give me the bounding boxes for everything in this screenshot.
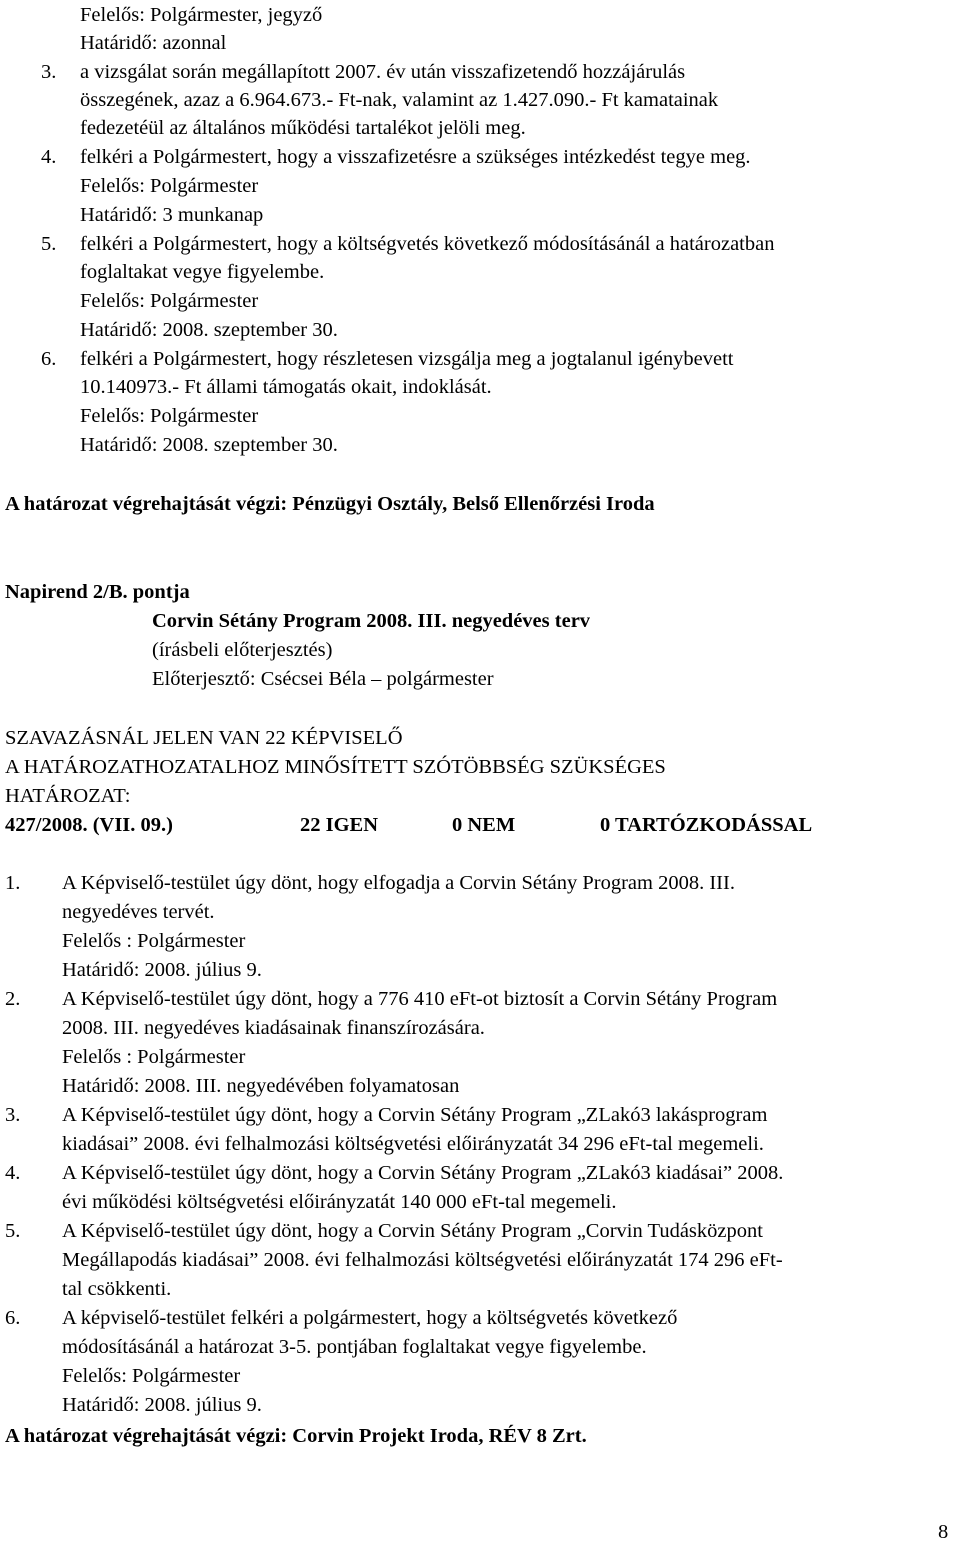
item-text: foglaltakat vegye figyelembe. xyxy=(80,261,325,283)
vote-present: SZAVAZÁSNÁL JELEN VAN 22 KÉPVISELŐ xyxy=(5,727,403,749)
resolution-item-text: A képviselő-testület felkéri a polgármestert, hogy a költségvetés következő xyxy=(62,1307,678,1329)
deadline-line: Határidő: 2008. július 9. xyxy=(62,959,262,981)
resolution-label: HATÁROZAT: xyxy=(5,785,131,807)
responsible-line: Felelős: Polgármester xyxy=(80,405,259,427)
resolution-item-text: A Képviselő-testület úgy dönt, hogy a Corvin Sétány Program „Corvin Tudásközpont xyxy=(62,1220,763,1242)
item-text: fedezetéül az általános működési tartalékot jelöli meg. xyxy=(80,117,526,139)
item-number: 4. xyxy=(41,146,57,168)
deadline-line: Határidő: azonnal xyxy=(80,32,227,54)
resolution-item-text: tal csökkenti. xyxy=(62,1278,172,1300)
item-number: 5. xyxy=(41,233,57,255)
item-number: 3. xyxy=(41,61,57,83)
resolution-item-number: 1. xyxy=(5,872,21,894)
responsible-line: Felelős: Polgármester, jegyző xyxy=(80,4,323,26)
executor-line: A határozat végrehajtását végzi: Pénzügyi Osztály, Belső Ellenőrzési Iroda xyxy=(5,493,655,515)
resolution-item-number: 6. xyxy=(5,1307,21,1329)
resolution-item-text: A Képviselő-testület úgy dönt, hogy a Corvin Sétány Program „ZLakó3 lakásprogram xyxy=(62,1104,768,1126)
deadline-line: Határidő: 2008. szeptember 30. xyxy=(80,319,338,341)
resolution-item-text: A Képviselő-testület úgy dönt, hogy elfogadja a Corvin Sétány Program 2008. III. xyxy=(62,872,735,894)
executor-line: A határozat végrehajtását végzi: Corvin Projekt Iroda, RÉV 8 Zrt. xyxy=(5,1425,587,1447)
item-text: felkéri a Polgármestert, hogy a visszafizetésre a szükséges intézkedést tegye meg. xyxy=(80,146,751,168)
item-text: 10.140973.- Ft állami támogatás okait, indoklását. xyxy=(80,376,492,398)
vote-yes: 22 IGEN xyxy=(300,814,379,836)
vote-majority: A HATÁROZATHOZATALHOZ MINŐSÍTETT SZÓTÖBBSÉG SZÜKSÉGES xyxy=(5,756,666,778)
deadline-line: Határidő: 2008. III. negyedévében folyamatosan xyxy=(62,1075,460,1097)
agenda-subtitle: (írásbeli előterjesztés) xyxy=(152,639,333,661)
resolution-item-number: 4. xyxy=(5,1162,21,1184)
resolution-item-text: módosításánál a határozat 3-5. pontjában foglaltakat vegye figyelembe. xyxy=(62,1336,647,1358)
vote-no: 0 NEM xyxy=(452,814,516,836)
agenda-presenter: Előterjesztő: Csécsei Béla – polgármester xyxy=(152,668,494,690)
resolution-item-text: A Képviselő-testület úgy dönt, hogy a 776 410 eFt-ot biztosít a Corvin Sétány Program xyxy=(62,988,778,1010)
responsible-line: Felelős: Polgármester xyxy=(80,290,259,312)
item-text: felkéri a Polgármestert, hogy a költségvetés következő módosításánál a határozatban xyxy=(80,233,775,255)
resolution-item-text: A Képviselő-testület úgy dönt, hogy a Corvin Sétány Program „ZLakó3 kiadásai” 2008. xyxy=(62,1162,784,1184)
vote-abstain: 0 TARTÓZKODÁSSAL xyxy=(600,814,813,836)
deadline-line: Határidő: 3 munkanap xyxy=(80,204,264,226)
resolution-item-number: 2. xyxy=(5,988,21,1010)
item-number: 6. xyxy=(41,348,57,370)
agenda-point: Napirend 2/B. pontja xyxy=(5,581,190,603)
resolution-item-number: 3. xyxy=(5,1104,21,1126)
resolution-item-text: évi működési költségvetési előirányzatát 140 000 eFt-tal megemeli. xyxy=(62,1191,617,1213)
item-text: felkéri a Polgármestert, hogy részletesen vizsgálja meg a jogtalanul igénybevett xyxy=(80,348,734,370)
resolution-item-text: kiadásai” 2008. évi felhalmozási költségvetési előirányzatát 34 296 eFt-tal megemeli. xyxy=(62,1133,764,1155)
item-text: a vizsgálat során megállapított 2007. év után visszafizetendő hozzájárulás xyxy=(80,61,686,83)
deadline-line: Határidő: 2008. szeptember 30. xyxy=(80,434,338,456)
deadline-line: Határidő: 2008. július 9. xyxy=(62,1394,262,1416)
resolution-number: 427/2008. (VII. 09.) xyxy=(5,814,173,836)
responsible-line: Felelős : Polgármester xyxy=(62,930,246,952)
responsible-line: Felelős : Polgármester xyxy=(62,1046,246,1068)
responsible-line: Felelős: Polgármester xyxy=(62,1365,241,1387)
item-text: összegének, azaz a 6.964.673.- Ft-nak, valamint az 1.427.090.- Ft kamatainak xyxy=(80,89,719,111)
responsible-line: Felelős: Polgármester xyxy=(80,175,259,197)
resolution-item-number: 5. xyxy=(5,1220,21,1242)
agenda-title: Corvin Sétány Program 2008. III. negyedéves terv xyxy=(152,610,591,632)
resolution-item-text: Megállapodás kiadásai” 2008. évi felhalmozási költségvetési előirányzatát 174 296 eFt- xyxy=(62,1249,783,1271)
resolution-item-text: negyedéves tervét. xyxy=(62,901,215,923)
resolution-item-text: 2008. III. negyedéves kiadásainak finanszírozására. xyxy=(62,1017,485,1039)
page-number: 8 xyxy=(938,1521,949,1543)
